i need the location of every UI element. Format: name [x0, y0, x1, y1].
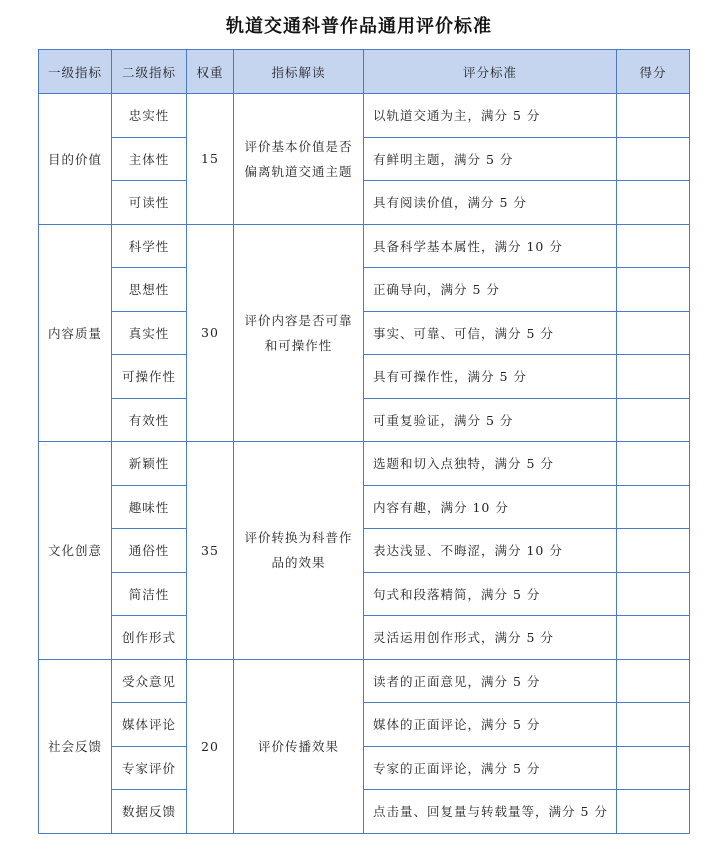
- level2-cell: 专家评价: [112, 746, 187, 790]
- criteria-cell: 可重复验证，满分 5 分: [364, 398, 617, 442]
- table-row: [39, 529, 690, 573]
- level2-cell: 简洁性: [112, 572, 187, 616]
- header-score: 得分: [617, 50, 690, 94]
- criteria-cell: 事实、可靠、可信，满分 5 分: [364, 311, 617, 355]
- criteria-cell: 内容有趣，满分 10 分: [364, 485, 617, 529]
- criteria-cell: 正确导向，满分 5 分: [364, 268, 617, 312]
- table-row: [39, 703, 690, 747]
- score-cell[interactable]: [617, 790, 690, 834]
- weight-cell: 20: [187, 659, 234, 833]
- score-cell[interactable]: [617, 268, 690, 312]
- criteria-cell: 读者的正面意见，满分 5 分: [364, 659, 617, 703]
- table-row: [39, 398, 690, 442]
- criteria-cell: 专家的正面评论，满分 5 分: [364, 746, 617, 790]
- table-row: [39, 311, 690, 355]
- level2-cell: 科学性: [112, 224, 187, 268]
- score-cell[interactable]: [617, 355, 690, 399]
- score-cell[interactable]: [617, 529, 690, 573]
- interpretation-cell: 评价传播效果: [234, 659, 364, 833]
- header-level2: 二级指标: [112, 50, 187, 94]
- score-cell[interactable]: [617, 137, 690, 181]
- score-cell[interactable]: [617, 485, 690, 529]
- level2-cell: 趣味性: [112, 485, 187, 529]
- criteria-cell: 具有可操作性，满分 5 分: [364, 355, 617, 399]
- level2-cell: 媒体评论: [112, 703, 187, 747]
- interpretation-cell: 评价基本价值是否偏离轨道交通主题: [234, 94, 364, 225]
- table-row: [39, 94, 690, 138]
- table-row: [39, 137, 690, 181]
- criteria-cell: 表达浅显、不晦涩，满分 10 分: [364, 529, 617, 573]
- criteria-cell: 有鲜明主题，满分 5 分: [364, 137, 617, 181]
- level2-cell: 主体性: [112, 137, 187, 181]
- level1-cell: 文化创意: [39, 442, 112, 660]
- table-row: [39, 572, 690, 616]
- evaluation-table: [38, 49, 690, 834]
- weight-cell: 35: [187, 442, 234, 660]
- criteria-cell: 选题和切入点独特，满分 5 分: [364, 442, 617, 486]
- level2-cell: 思想性: [112, 268, 187, 312]
- criteria-cell: 句式和段落精简，满分 5 分: [364, 572, 617, 616]
- table-row: [39, 268, 690, 312]
- header-weight: 权重: [187, 50, 234, 94]
- table-row: [39, 181, 690, 225]
- level1-cell: 目的价值: [39, 94, 112, 225]
- table-row: [39, 790, 690, 834]
- level2-cell: 真实性: [112, 311, 187, 355]
- table-row: [39, 746, 690, 790]
- score-cell[interactable]: [617, 746, 690, 790]
- score-cell[interactable]: [617, 224, 690, 268]
- level2-cell: 新颖性: [112, 442, 187, 486]
- level2-cell: 有效性: [112, 398, 187, 442]
- criteria-cell: 灵活运用创作形式，满分 5 分: [364, 616, 617, 660]
- interpretation-cell: 评价内容是否可靠和可操作性: [234, 224, 364, 442]
- weight-cell: 30: [187, 224, 234, 442]
- score-cell[interactable]: [617, 442, 690, 486]
- table-row: [39, 485, 690, 529]
- score-cell[interactable]: [617, 572, 690, 616]
- level2-cell: 受众意见: [112, 659, 187, 703]
- score-cell[interactable]: [617, 94, 690, 138]
- score-cell[interactable]: [617, 181, 690, 225]
- criteria-cell: 媒体的正面评论，满分 5 分: [364, 703, 617, 747]
- page-title: 轨道交通科普作品通用评价标准: [226, 16, 492, 37]
- header-row: [39, 50, 690, 94]
- table-row: [39, 355, 690, 399]
- score-cell[interactable]: [617, 616, 690, 660]
- interpretation-cell: 评价转换为科普作品的效果: [234, 442, 364, 660]
- table-row: [39, 224, 690, 268]
- table-row: [39, 659, 690, 703]
- header-criteria: 评分标准: [364, 50, 617, 94]
- level1-cell: 社会反馈: [39, 659, 112, 833]
- level1-cell: 内容质量: [39, 224, 112, 442]
- level2-cell: 可读性: [112, 181, 187, 225]
- level2-cell: 创作形式: [112, 616, 187, 660]
- criteria-cell: 点击量、回复量与转载量等，满分 5 分: [364, 790, 617, 834]
- score-cell[interactable]: [617, 398, 690, 442]
- criteria-cell: 具有阅读价值，满分 5 分: [364, 181, 617, 225]
- header-level1: 一级指标: [39, 50, 112, 94]
- weight-cell: 15: [187, 94, 234, 225]
- level2-cell: 忠实性: [112, 94, 187, 138]
- level2-cell: 数据反馈: [112, 790, 187, 834]
- table-row: [39, 616, 690, 660]
- score-cell[interactable]: [617, 703, 690, 747]
- criteria-cell: 以轨道交通为主，满分 5 分: [364, 94, 617, 138]
- criteria-cell: 具备科学基本属性，满分 10 分: [364, 224, 617, 268]
- level2-cell: 通俗性: [112, 529, 187, 573]
- level2-cell: 可操作性: [112, 355, 187, 399]
- score-cell[interactable]: [617, 311, 690, 355]
- score-cell[interactable]: [617, 659, 690, 703]
- table-row: [39, 442, 690, 486]
- header-interpretation: 指标解读: [234, 50, 364, 94]
